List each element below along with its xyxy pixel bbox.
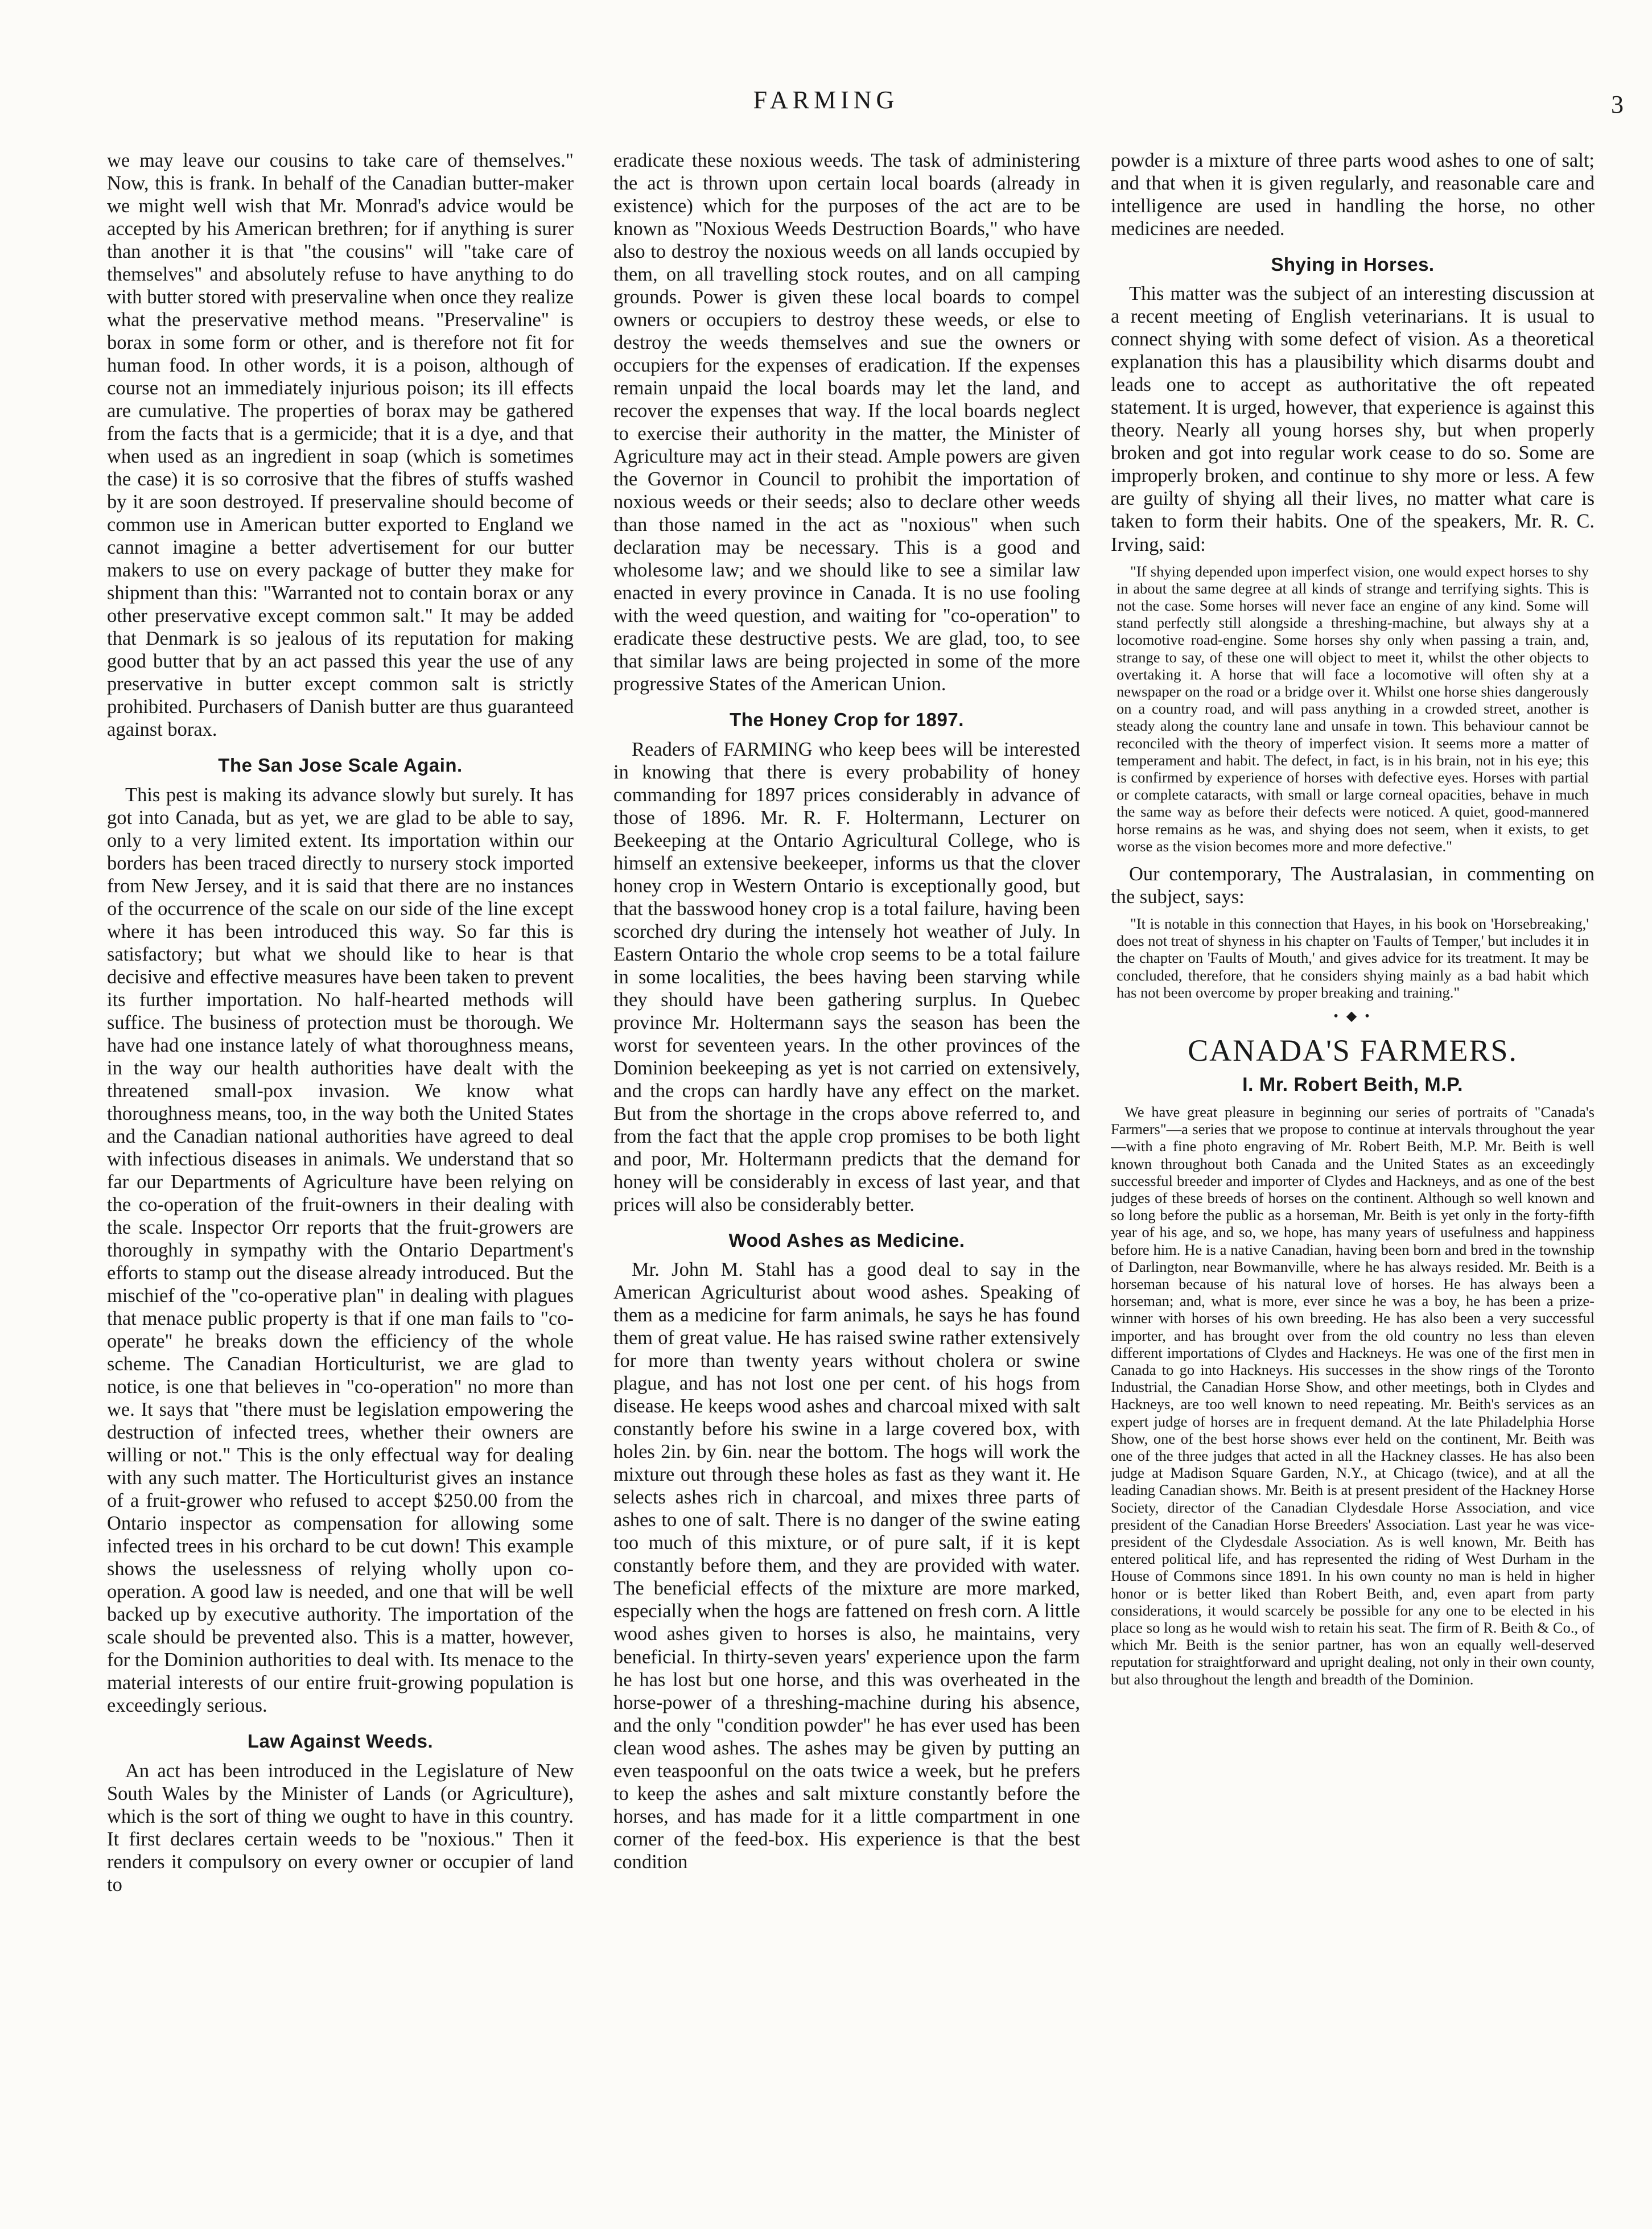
- quotation-text: "If shying depended upon imperfect vision, one would expect horses to shy in about the same degree at all kinds of strange and terrifying sights. This is not the case. Some horses will never face an engine of any kind. Some will stand perfectly still alongside a threshing-machine, but always shy at a locomotive road-engine. Some horses shy only when passing a train, and, strange to say, of these one will object to meet it, whilst the other objects to overtaking it. A horse that will face a locomotive will often shy at a newspaper on the road or a bridge over it. Whilst one horse shies dangerously on a country road, and will pass anything in a crowded street, another is steady along the country lane and unsafe in town. This behaviour cannot be reconciled with the theory of imperfect vision. It seems more a matter of temperament and habit. The defect, in fact, is in his brain, not in his eye; this is confirmed by experience of horses with defective eyes. Horses with partial or complete cataracts, with small or large corneal opacities, behave in much the same way as before their defects were noticed. A quiet, good-mannered horse remains as he was, and shying does not seem, when it exists, to get worse as the vision becomes more and more defective.": [1117, 562, 1589, 855]
- section-divider: • ◆ •: [1333, 1009, 1372, 1024]
- paragraph: This pest is making its advance slowly but surely. It has got into Canada, but as yet, we are glad to be able to say, only to a very limited extent. Its importation within our borders has been traced directly to nursery stock imported from New Jersey, and it is said that there are no instances of the occurrence of the scale on our side of the line except where it has been introduced this way. So far this is satisfactory; but what we should like to hear is that decisive and effective measures have been taken to prevent its further importation. No half-hearted methods will suffice. The business of protection must be thorough. We have had one instance lately of what thoroughness means, in the way our health authorities have dealt with the threatened small-pox invasion. We know what thoroughness means, too, in the way both the United States and the Canadian national authorities have agreed to deal with infectious diseases in animals. We understand that so far our Departments of Agriculture have been relying on the co-operation of the fruit-owners in their dealing with the scale. Inspector Orr reports that the fruit-growers are thoroughly in sympathy with the Ontario Department's efforts to stamp out the disease already introduced. But the mischief of the "co-operative plan" in dealing with plagues that menace public property is that if one man fails to "co-operate" he breaks down the efficiency of the whole scheme. The Canadian Horticulturist, we are glad to notice, is one that believes in "co-operation" no more than we. It says that "there must be legislation empowering the destruction of infected trees, whether their owners are willing or not." This is the only effectual way for dealing with any such matter. The Horticulturist gives an instance of a fruit-grower who refused to accept $250.00 from the Ontario inspector as compensation for allowing some infected trees in his orchard to be cut down! This example shows the uselessness of relying wholly upon co-operation. A good law is needed, and one that will be well backed up by executive authority. The importation of the scale should be prevented also. This is a matter, however, for the Dominion authorities to deal with. Its menace to the material interests of our entire fruit-growing population is exceedingly serious.: [107, 784, 574, 1717]
- paragraph: This matter was the subject of an interesting discussion at a recent meeting of English veterinarians. It is usual to connect shying with some defect of vision. As a theoretical explanation this has a plausibility which disarms doubt and leads one to accept as authoritative the oft repeated statement. It is urged, however, that experience is against this theory. Nearly all young horses shy, but when properly broken and got into regular work cease to do so. Some are improperly broken, and continue to shy more or less. A few are guilty of shying all their lives, no matter what care is taken to form their habits. One of the speakers, Mr. R. C. Irving, said:: [1111, 283, 1595, 555]
- publication-title: FARMING: [753, 86, 899, 114]
- heading-shying-in-horses: Shying in Horses.: [1271, 254, 1435, 275]
- section-title-canadas-farmers: CANADA'S FARMERS.: [1188, 1033, 1518, 1068]
- quotation-australasian: [1117, 915, 1589, 1001]
- paragraph: Mr. John M. Stahl has a good deal to say in the American Agriculturist about wood ashes. Speaking of them as a medicine for farm animals, he says he has found them of great value. He has raised swine rather extensively for more than twenty years without cholera or swine plague, and has not lost one per cent. of his hogs from disease. He keeps wood ashes and charcoal mixed with salt constantly before his swine in a large covered box, with holes 2in. by 6in. near the bottom. The hogs will work the mixture out through these holes as fast as they want it. He selects ashes rich in charcoal, and mixes three parts of ashes to one of salt. There is no danger of the swine eating too much of this mixture, or of pure salt, if it is kept constantly before them, and they are provided with water. The beneficial effects of the mixture are more marked, especially when the hogs are fattened on fresh corn. A little wood ashes given to horses is also, he maintains, very beneficial. In thirty-seven years' experience upon the farm he has lost but one horse, and this was overheated in the horse-power of a threshing-machine during his absence, and the only "condition powder" he has ever used has been clean wood ashes. The ashes may be given by putting an even teaspoonful on the oats twice a week, but he prefers to keep the ashes and salt mixture constantly before the horses, and has made for it a little compartment in one corner of the feed-box. His experience is that the best condition: [613, 1259, 1080, 1873]
- heading-law-against-weeds: Law Against Weeds.: [247, 1731, 434, 1752]
- heading-san-jose-scale: The San Jose Scale Again.: [218, 755, 463, 776]
- column-1: [107, 149, 574, 2198]
- quotation-text: "It is notable in this connection that Hayes, in his book on 'Horsebreaking,' does not treat of shyness in his chapter on 'Faults of Temper,' but includes it in the chapter on 'Faults of Mouth,' and gives advice for its treatment. It may be concluded, therefore, that he considers shying mainly as a bad habit which has not been overcome by proper breaking and training.": [1117, 915, 1589, 1001]
- quotation-irving: [1117, 563, 1589, 855]
- column-2: [613, 149, 1080, 2198]
- article-robert-beith: [1111, 1103, 1595, 1688]
- paragraph: We have great pleasure in beginning our series of portraits of "Canada's Farmers"—a series that we propose to continue at intervals throughout the year—with a fine photo engraving of Mr. Robert Beith, M.P. Mr. Beith is well known throughout both Canada and the United States as an exceedingly successful breeder and importer of Clydes and Hackneys, and as one of the best judges of these breeds of horses on the continent. Although so well known and so long before the public as a horseman, Mr. Beith is yet only in the forty-fifth year of his age, and so, we hope, has many years of usefulness and happiness before him. He is a native Canadian, having been born and bred in the township of Darlington, near Bowmanville, where he has always resided. Mr. Beith is a horseman because of his natural love of horses. He has always been a horseman; and, what is more, ever since he was a boy, he has been a prize-winner with horses of his own breeding. He has also been a very successful importer, and has brought over from the old country no less than eleven different importations of Clydes and Hackneys. He was one of the first men in Canada to go into Hackneys. His successes in the show rings of the Toronto Industrial, the Canadian Horse Show, and other meetings, both in Clydes and Hackneys, are too well known to need repeating. Mr. Beith's services as an expert judge of horses are in frequent demand. At the late Philadelphia Horse Show, one of the best horse shows ever held on the continent, Mr. Beith was one of the three judges that acted in all the Hackney classes. He has also been judge at Madison Square Garden, N.Y., at Chicago (twice), and at all the leading Canadian shows. Mr. Beith is at present president of the Hackney Horse Society, director of the Canadian Clydesdale Horse Association, and vice president of the Canadian Horse Breeders' Association. Last year he was vice-president of the Clydesdale Association. As is well known, Mr. Beith has entered political life, and has represented the riding of West Durham in the House of Commons since 1891. In his own county no man is held in higher honor or is better liked than Robert Beith, and, even apart from party considerations, it would scarcely be possible for any one to be elected in his place so long as he would wish to retain his seat. The firm of R. Beith & Co., of which Mr. Beith is the senior partner, has won an equally well-deserved reputation for straightforward and upright dealing, not only in their own county, but also throughout the length and breadth of the Dominion.: [1111, 1103, 1595, 1688]
- subheading-robert-beith: I. Mr. Robert Beith, M.P.: [1242, 1074, 1463, 1096]
- column-3: [1111, 149, 1595, 2198]
- paragraph: we may leave our cousins to take care of themselves." Now, this is frank. In behalf of the Canadian butter-maker we might well wish that Mr. Monrad's advice would be accepted by his American brethren; for if anything is surer than another it is that "the cousins" will "take care of themselves" and absolutely refuse to have anything to do with butter stored with preservaline when once they realize what the preservative method means. "Preservaline" is borax in some form or other, and is therefore not fit for human food. In other words, it is a poison, although of course not an immediately injurious poison; its ill effects are cumulative. The properties of borax may be gathered from the facts that is a germicide; that it is a dye, and that when used as an ingredient in soap (which is sometimes the case) it is so corrosive that the fibres of stuffs washed by it are soon destroyed. If preservaline should become of common use in American butter exported to England we cannot imagine a better advertisement for our butter makers to use on every package of butter they make for shipment than this: "Warranted not to contain borax or any other preservative except common salt." It may be added that Denmark is so jealous of its reputation for making good butter that by an act passed this year the use of any preservative in butter except common salt is strictly prohibited. Purchasers of Danish butter are thus guaranteed against borax.: [107, 150, 574, 741]
- paragraph: An act has been introduced in the Legislature of New South Wales by the Minister of Lands (or Agriculture), which is the sort of thing we ought to have in this country. It first declares certain weeds to be "noxious." Then it renders it compulsory on every owner or occupier of land to: [107, 1760, 574, 1896]
- paragraph: eradicate these noxious weeds. The task of administering the act is thrown upon certain local boards (already in existence) which for the purposes of the act are to be known as "Noxious Weeds Destruction Boards," who have also to destroy the noxious weeds on all lands occupied by them, on all travelling stock routes, and on all camping grounds. Power is given these local boards to compel owners or occupiers to destroy these weeds, or else to destroy the weeds themselves and sue the owners or occupiers for the expenses of eradication. If the expenses remain unpaid the local boards may let the land, and recover the expenses that way. If the local boards neglect to exercise their authority in the matter, the Minister of Agriculture may act in their stead. Ample powers are given the Governor in Council to prohibit the importation of noxious weeds or their seeds; also to declare other weeds than those named in the act as "noxious" when such declaration may be necessary. This is a good and wholesome law; and we should like to see a similar law enacted in every province in Canada. It is no use fooling with the weed question, and waiting for "co-operation" to eradicate these destructive pests. We are glad, too, to see that similar laws are being projected in some of the more progressive States of the American Union.: [613, 150, 1080, 695]
- page-number: 3: [1611, 90, 1624, 118]
- heading-honey-crop: The Honey Crop for 1897.: [730, 709, 964, 731]
- paragraph: Readers of FARMING who keep bees will be interested in knowing that there is every probability of honey commanding for 1897 prices considerably in advance of those of 1896. Mr. R. F. Holtermann, Lecturer on Beekeeping at the Ontario Agricultural College, who is himself an extensive beekeeper, informs us that the clover honey crop in Western Ontario is exceptionally good, but that the basswood honey crop is a total failure, having been scorched dry during the intensely hot weather of July. In Eastern Ontario the whole crop seems to be a total failure in some localities, the bees having been starving while they should have been gathering surplus. In Quebec province Mr. Holtermann says the season has been the worst for seventeen years. In the other provinces of the Dominion beekeeping as yet is not carried on extensively, and the crops can hardly have any effect on the market. But from the shortage in the crops above referred to, and from the fact that the apple crop promises to be both light and poor, Mr. Holtermann predicts that the demand for honey will be considerably in excess of last year, and that prices will also be considerably better.: [613, 738, 1080, 1216]
- heading-wood-ashes: Wood Ashes as Medicine.: [728, 1229, 965, 1251]
- paragraph: powder is a mixture of three parts wood ashes to one of salt; and that when it is given regularly, and reasonable care and intelligence are used in handling the horse, no other medicines are needed.: [1111, 150, 1595, 240]
- paragraph: Our contemporary, The Australasian, in commenting on the subject, says:: [1111, 863, 1595, 908]
- running-head: [0, 85, 1652, 125]
